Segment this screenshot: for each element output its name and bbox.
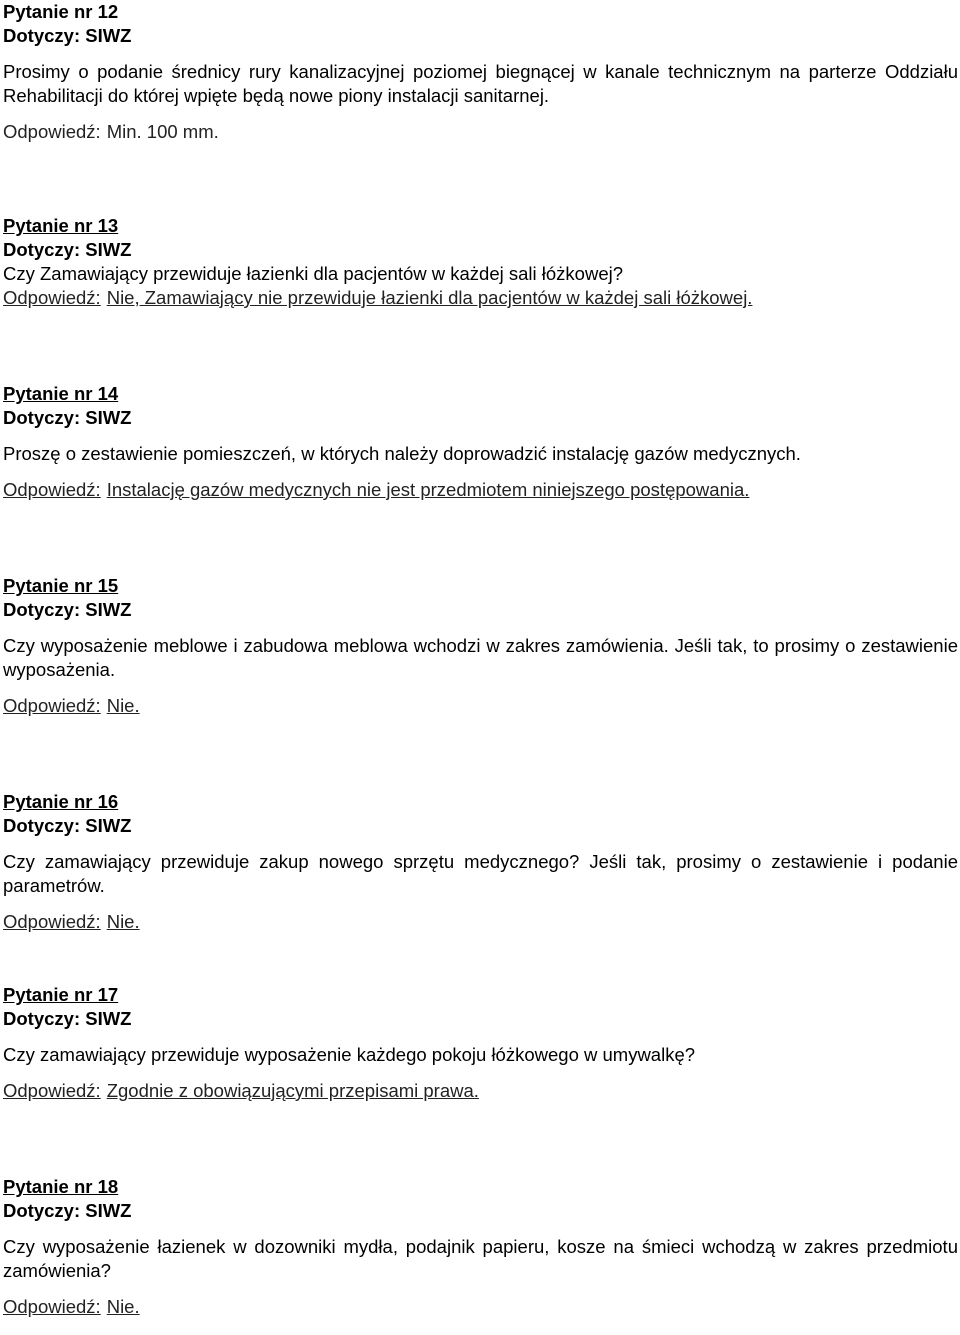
- question-title: Pytanie nr 18: [3, 1176, 119, 1197]
- answer-text: Nie, Zamawiający nie przewiduje łazienki dla pacjentów w każdej sali łóżkowej.: [106, 287, 753, 308]
- question-concerns: Dotyczy: SIWZ: [3, 407, 132, 428]
- answer-text: Nie.: [106, 911, 140, 932]
- answer: [3, 1295, 958, 1319]
- answer-text: Instalację gazów medycznych nie jest przedmiotem niniejszego postępowania.: [106, 479, 750, 500]
- answer: [3, 286, 958, 310]
- answer-label: Odpowiedź:: [3, 287, 101, 308]
- question-block-16: [3, 790, 958, 934]
- question-title: Pytanie nr 15: [3, 575, 119, 596]
- question-text: Czy wyposażenie łazienek w dozowniki mydła, podajnik papieru, kosze na śmieci wchodzą w zakres przedmiotu zamówienia?: [3, 1236, 958, 1281]
- question-text: Czy zamawiający przewiduje wyposażenie każdego pokoju łóżkowego w umywalkę?: [3, 1044, 696, 1065]
- question-block-14: [3, 382, 958, 502]
- answer-label: Odpowiedź:: [3, 1080, 101, 1101]
- answer: [3, 910, 958, 934]
- question-concerns: Dotyczy: SIWZ: [3, 599, 132, 620]
- answer-label: Odpowiedź:: [3, 695, 101, 716]
- question-title: Pytanie nr 13: [3, 215, 119, 236]
- question-block-15: [3, 574, 958, 718]
- question-title: Pytanie nr 16: [3, 791, 119, 812]
- question-title: Pytanie nr 12: [3, 1, 119, 22]
- answer-label: Odpowiedź:: [3, 911, 101, 932]
- question-block-13: [3, 214, 958, 310]
- answer-label: Odpowiedź:: [3, 1296, 101, 1317]
- question-concerns: Dotyczy: SIWZ: [3, 815, 132, 836]
- question-text: Proszę o zestawienie pomieszczeń, w których należy doprowadzić instalację gazów medycznych.: [3, 443, 801, 464]
- answer: [3, 694, 958, 718]
- answer-text: Min. 100 mm.: [106, 121, 219, 142]
- answer-label: Odpowiedź:: [3, 121, 101, 142]
- question-text: Czy Zamawiający przewiduje łazienki dla pacjentów w każdej sali łóżkowej?: [3, 263, 624, 284]
- question-block-18: [3, 1175, 958, 1319]
- question-text: Czy zamawiający przewiduje zakup nowego sprzętu medycznego? Jeśli tak, prosimy o zestawienie i podanie parametrów.: [3, 851, 958, 896]
- answer-text: Nie.: [106, 695, 140, 716]
- answer: [3, 120, 958, 144]
- answer: [3, 478, 958, 502]
- question-title: Pytanie nr 14: [3, 383, 119, 404]
- question-text: Prosimy o podanie średnicy rury kanalizacyjnej poziomej biegnącej w kanale technicznym na parterze Oddziału Rehabilitacji do której wpięte będą nowe piony instalacji sanitarnej.: [3, 61, 958, 106]
- question-concerns: Dotyczy: SIWZ: [3, 25, 132, 46]
- question-text: Czy wyposażenie meblowe i zabudowa meblowa wchodzi w zakres zamówienia. Jeśli tak, to prosimy o zestawienie wyposażenia.: [3, 635, 958, 680]
- answer-text: Zgodnie z obowiązującymi przepisami prawa.: [106, 1080, 479, 1101]
- answer: [3, 1079, 958, 1103]
- question-title: Pytanie nr 17: [3, 984, 119, 1005]
- question-block-12: [3, 0, 958, 144]
- answer-text: Nie.: [106, 1296, 140, 1317]
- question-concerns: Dotyczy: SIWZ: [3, 239, 132, 260]
- question-concerns: Dotyczy: SIWZ: [3, 1008, 132, 1029]
- answer-label: Odpowiedź:: [3, 479, 101, 500]
- question-block-17: [3, 983, 958, 1103]
- question-concerns: Dotyczy: SIWZ: [3, 1200, 132, 1221]
